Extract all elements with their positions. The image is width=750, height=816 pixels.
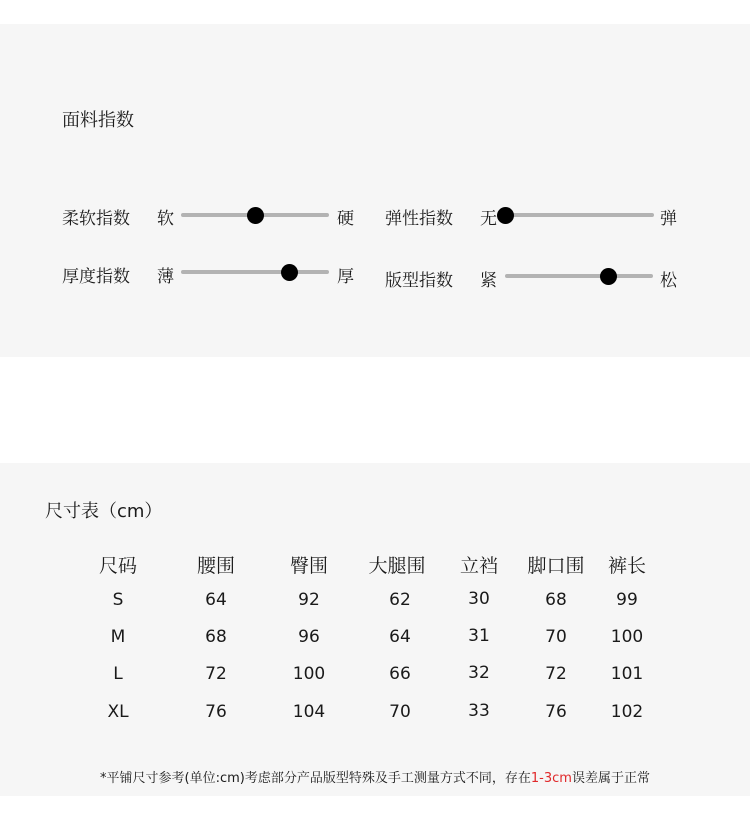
softness-slider-knob (247, 207, 264, 224)
size-chart-cell: S (112, 590, 124, 610)
thickness-min-label: 薄 (157, 267, 174, 287)
size-chart-cell: 64 (389, 627, 411, 647)
size-chart-cell: 72 (205, 664, 227, 684)
size-chart-cell: 30 (468, 589, 490, 609)
size-chart-header: 脚口围 (527, 555, 585, 577)
size-chart-header: 立裆 (459, 555, 498, 577)
elasticity-max-label: 弹 (660, 209, 677, 229)
size-chart-cell: 70 (545, 627, 567, 647)
softness-max-label: 硬 (337, 209, 354, 229)
size-chart-cell: 76 (545, 702, 567, 722)
size-chart-cell: 62 (389, 590, 411, 610)
size-chart-cell: 101 (610, 664, 644, 684)
fit-slider-track (505, 274, 653, 278)
size-chart-cell: M (110, 627, 126, 647)
footnote-text-end: 误差属于正常 (571, 771, 650, 786)
size-chart-title: 尺寸表（cm） (45, 501, 163, 522)
elasticity-slider-track (502, 213, 654, 217)
size-chart-cell: 104 (292, 702, 326, 722)
size-chart-cell: 96 (298, 627, 320, 647)
size-chart-cell: 68 (205, 627, 227, 647)
size-chart-cell: 64 (205, 590, 227, 610)
size-chart-cell: 99 (616, 590, 638, 610)
elasticity-min-label: 无 (480, 209, 497, 229)
size-chart-header: 尺码 (98, 555, 137, 577)
thickness-slider-knob (281, 264, 298, 281)
size-chart-header: 腰围 (196, 555, 235, 577)
size-chart-header: 裤长 (607, 555, 646, 577)
size-chart-cell: L (113, 664, 123, 684)
size-chart-cell: 68 (545, 590, 567, 610)
fabric-index-panel (0, 24, 750, 357)
softness-min-label: 软 (157, 209, 174, 229)
elasticity-slider-knob (497, 207, 514, 224)
size-chart-cell: 92 (298, 590, 320, 610)
size-chart-cell: 33 (468, 701, 490, 721)
size-chart-header: 大腿围 (368, 555, 426, 577)
footnote-text: *平铺尺寸参考(单位:cm)考虑部分产品版型特殊及手工测量方式不同，存在 (100, 771, 531, 786)
thickness-slider-track (181, 270, 329, 274)
fit-slider-knob (600, 268, 617, 285)
fit-min-label: 紧 (480, 271, 497, 291)
size-chart-cell: 70 (389, 702, 411, 722)
size-chart-cell: 31 (468, 626, 490, 646)
size-chart-cell: 102 (610, 702, 644, 722)
size-chart-cell: 66 (389, 664, 411, 684)
softness-index-label: 柔软指数 (62, 209, 130, 229)
size-chart-cell: 100 (610, 627, 644, 647)
elasticity-index-label: 弹性指数 (385, 209, 453, 229)
size-chart-cell: XL (107, 702, 129, 722)
size-chart-cell: 72 (545, 664, 567, 684)
thickness-index-label: 厚度指数 (62, 267, 130, 287)
fit-max-label: 松 (660, 271, 677, 291)
measurement-footnote (0, 767, 750, 786)
footnote-tolerance-highlight: 1-3cm (530, 771, 572, 786)
size-chart-cell: 32 (468, 663, 490, 683)
size-chart-cell: 76 (205, 702, 227, 722)
fit-index-label: 版型指数 (385, 271, 453, 291)
thickness-max-label: 厚 (337, 267, 354, 287)
size-chart-header: 臀围 (289, 555, 328, 577)
size-chart-cell: 100 (292, 664, 326, 684)
fabric-index-title: 面料指数 (62, 110, 134, 131)
